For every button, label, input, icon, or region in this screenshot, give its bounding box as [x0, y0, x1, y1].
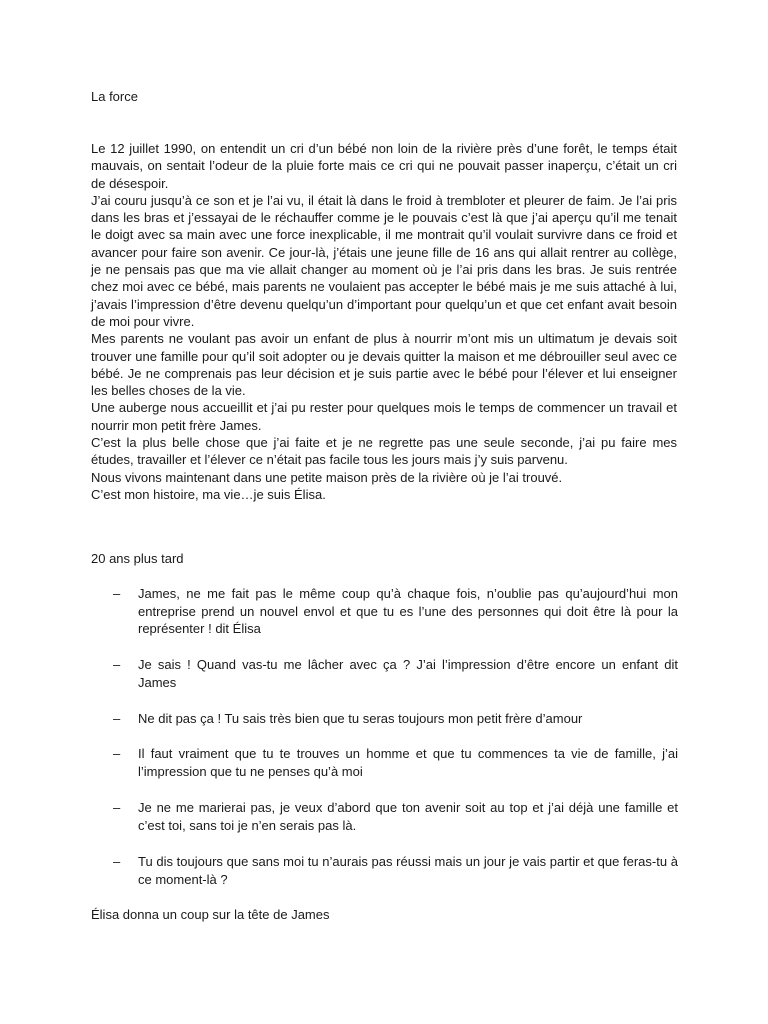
story-paragraph: Mes parents ne voulant pas avoir un enfant de plus à nourrir m’ont mis un ultimatum je devais soit trouver une famille pour qu’il soit adopter ou je devais quitter la maison et me débrouiller seul avec ce bébé. Je ne comprenais pas leur décision et je suis partie avec le bébé pour l’élever et lui enseigner les belles choses de la vie.: [91, 331, 677, 399]
section-subtitle: 20 ans plus tard: [91, 551, 184, 566]
dash-bullet: –: [113, 800, 121, 815]
dialogue-line: Je ne me marierai pas, je veux d’abord que ton avenir soit au top et j’ai déjà une famille et c’est toi, sans toi je n’en serais pas là.: [138, 800, 678, 833]
story-paragraph: C’est mon histoire, ma vie…je suis Élisa.: [91, 486, 326, 502]
dialogue-line: Il faut vraiment que tu te trouves un homme et que tu commences ta vie de famille, j’ai l’impression que tu ne penses qu’à moi: [138, 746, 678, 779]
dialogue-line: Je sais ! Quand vas-tu me lâcher avec ça ? J’ai l’impression d’être encore un enfant dit James: [138, 657, 678, 690]
closing-line: Élisa donna un coup sur la tête de James: [91, 907, 330, 922]
story-paragraph: C’est la plus belle chose que j’ai faite et je ne regrette pas une seule seconde, j’ai pu faire mes études, travailler et l’élever ce n’était pas facile tous les jours mais j’y suis parvenu.: [91, 435, 677, 468]
story-paragraph: J’ai couru jusqu’à ce son et je l’ai vu, il était là dans le froid à trembloter et pleurer de faim. Je l’ai pris dans les bras et j’essayai de le réchauffer comme je le pouvais c’est là que j’ai aperçu qu’il me tenait le doigt avec sa main avec une force inexplicable, il me montrait qu’il voulait survivre dans ce froid et avancer pour faire son avenir. Ce jour-là, j’étais une jeune fille de 16 ans qui allait rentrer au collège, je ne pensais pas que ma vie allait changer au moment où je l’ai pris dans les bras. Je suis rentrée chez moi avec ce bébé, mais parents ne voulaient pas accepter le bébé mais je me suis attaché à lui, j’avais l’impression d’être devenu quelqu’un d’important pour quelqu’un et que cet enfant avait besoin de moi pour vivre.: [91, 192, 677, 329]
dialogue-line: Ne dit pas ça ! Tu sais très bien que tu seras toujours mon petit frère d’amour: [138, 711, 583, 726]
story-body: [91, 140, 677, 503]
story-paragraph: Nous vivons maintenant dans une petite maison près de la rivière où je l’ai trouvé.: [91, 469, 563, 485]
document-title: La force: [91, 89, 138, 104]
dash-bullet: –: [113, 746, 121, 761]
dash-bullet: –: [113, 711, 121, 726]
dash-bullet: –: [113, 657, 121, 672]
story-paragraph: Le 12 juillet 1990, on entendit un cri d’un bébé non loin de la rivière près d’une forêt, le temps était mauvais, on sentait l’odeur de la pluie forte mais ce cri qui ne pouvait passer inaperçu, c’était un cri de désespoir.: [91, 141, 677, 191]
dash-bullet: –: [113, 854, 121, 869]
story-paragraph: Une auberge nous accueillit et j’ai pu rester pour quelques mois le temps de commencer un travail et nourrir mon petit frère James.: [91, 400, 677, 433]
dialogue-line: Tu dis toujours que sans moi tu n’aurais pas réussi mais un jour je vais partir et que feras-tu à ce moment-là ?: [138, 854, 678, 887]
dialogue-line: James, ne me fait pas le même coup qu’à chaque fois, n’oublie pas qu’aujourd’hui mon entreprise prend un nouvel envol et que tu es l’une des personnes qui doit être là pour la représenter ! dit Élisa: [138, 586, 678, 636]
dash-bullet: –: [113, 586, 121, 601]
